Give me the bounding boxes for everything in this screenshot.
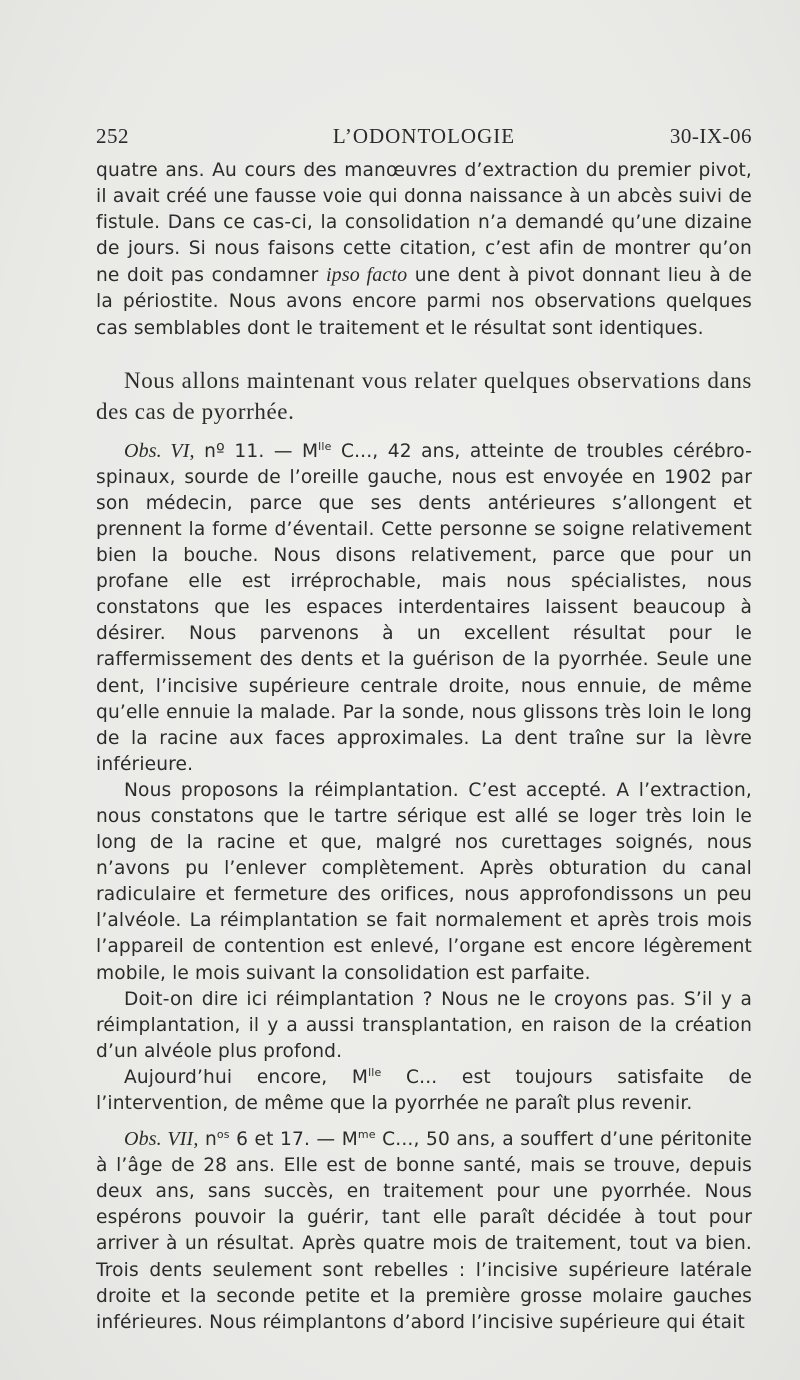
observation-6 bbox=[96, 438, 752, 778]
observation-text: C..., 42 ans, atteinte de troubles cérébro-spinaux, sourde de l’oreille gauche, nous est envoyée en 1902 par son médecin, parce que ses dents antérieures s’allongent et prennent la forme d’éventail. Cette personne se soigne relativement bien la bouche. Nous disons relativement, parce que pour un profane elle est irréprochable, mais nous spécialistes, nous constatons que les espaces interdentaires laissent beaucoup à désirer. Nous parvenons à un excellent résultat pour le raffermissement des dents et la guérison de la pyorrhée. Seule une dent, l’incisive supérieure centrale droite, nous ennuie, de même qu’elle ennuie la malade. Par la sonde, nous glissons très loin le long de la racine aux faces approximales. La dent traîne sur la lèvre inférieure. bbox=[96, 440, 752, 775]
observation-text: C..., 50 ans, a souffert d’une péritonite à l’âge de 28 ans. Elle est de bonne santé, mais se trouve, depuis deux ans, sans succès, en traitement pour une pyorrhée. Nous espérons pouvoir la guérir, tant elle paraît décidée à tout pour arriver à un résultat. Après quatre mois de traitement, tout va bien. Trois dents seulement sont rebelles : l’incisive supérieure latérale droite et la seconde petite et la première grosse molaire gauches inférieures. Nous réimplantons d’abord l’incisive supérieure qui était bbox=[96, 1129, 752, 1333]
paragraph-text: C... est toujours satisfaite de l’intervention, de même que la pyorrhée ne paraît plus revenir. bbox=[96, 1066, 752, 1114]
issue-date: 30-IX-06 bbox=[669, 124, 752, 148]
observation-dash: — M bbox=[273, 440, 319, 462]
observation-dash: — M bbox=[316, 1129, 358, 1151]
page-body bbox=[96, 158, 752, 1336]
number-superscript: os bbox=[216, 1127, 230, 1141]
journal-title: L’ODONTOLOGIE bbox=[332, 124, 516, 148]
page-number: 252 bbox=[96, 124, 129, 148]
title-superscript: lle bbox=[318, 439, 332, 453]
paragraph-text: Aujourd’hui encore, M bbox=[124, 1066, 369, 1088]
observation-number-rest: 6 et 17. bbox=[236, 1129, 311, 1151]
observation-label: Obs. VII, bbox=[124, 1128, 199, 1151]
observation-number: nº 11. bbox=[204, 440, 265, 462]
observation-number: n bbox=[204, 1129, 217, 1151]
paragraph-question: Doit-on dire ici réimplantation ? Nous ne le croyons pas. S’il y a réimplantation, il y a aussi transplantation, en raison de la création d’un alvéole plus profond. bbox=[96, 988, 752, 1062]
title-superscript: me bbox=[357, 1127, 376, 1141]
observation-7 bbox=[96, 1126, 752, 1336]
paragraph-text: quatre ans. Au cours des manœuvres d’extraction du premier pivot, il avait créé une fausse voie qui donna naissance à un abcès suivi de fistule. Dans ce cas-ci, la consolidation n’a demandé qu’une dizaine de jours. Si nous faisons cette citation, c’est afin de montrer qu’on ne doit pas condamner bbox=[96, 160, 752, 287]
paragraph-text: une dent à pivot donnant lieu à de la périostite. Nous avons encore parmi nos observations quelques cas semblables dont le traitement et le résultat sont identiques. bbox=[96, 265, 752, 339]
paragraph-continuation bbox=[96, 158, 752, 342]
italic-phrase: ipso facto bbox=[325, 264, 408, 287]
running-header bbox=[96, 124, 752, 154]
title-superscript: lle bbox=[368, 1065, 382, 1079]
paragraph-today bbox=[96, 1065, 752, 1117]
observation-label: Obs. VI, bbox=[124, 439, 195, 462]
paragraph-reimplantation: Nous proposons la réimplantation. C’est accepté. A l’extraction, nous constatons que le tartre sérique est allé se loger très loin le long de la racine et que, malgré nos curettages soignés, nous n’avons pu l’enlever complètement. Après obturation du canal radiculaire et fermeture des orifices, nous approfondissons un peu l’alvéole. La réimplantation se fait normalement et après trois mois l’appareil de contention est enlevé, l’organe est encore légèrement mobile, le mois suivant la consolidation est parfaite. bbox=[96, 779, 752, 984]
section-heading: Nous allons maintenant vous relater quelques observations dans des cas de pyorrhée. bbox=[96, 367, 752, 424]
